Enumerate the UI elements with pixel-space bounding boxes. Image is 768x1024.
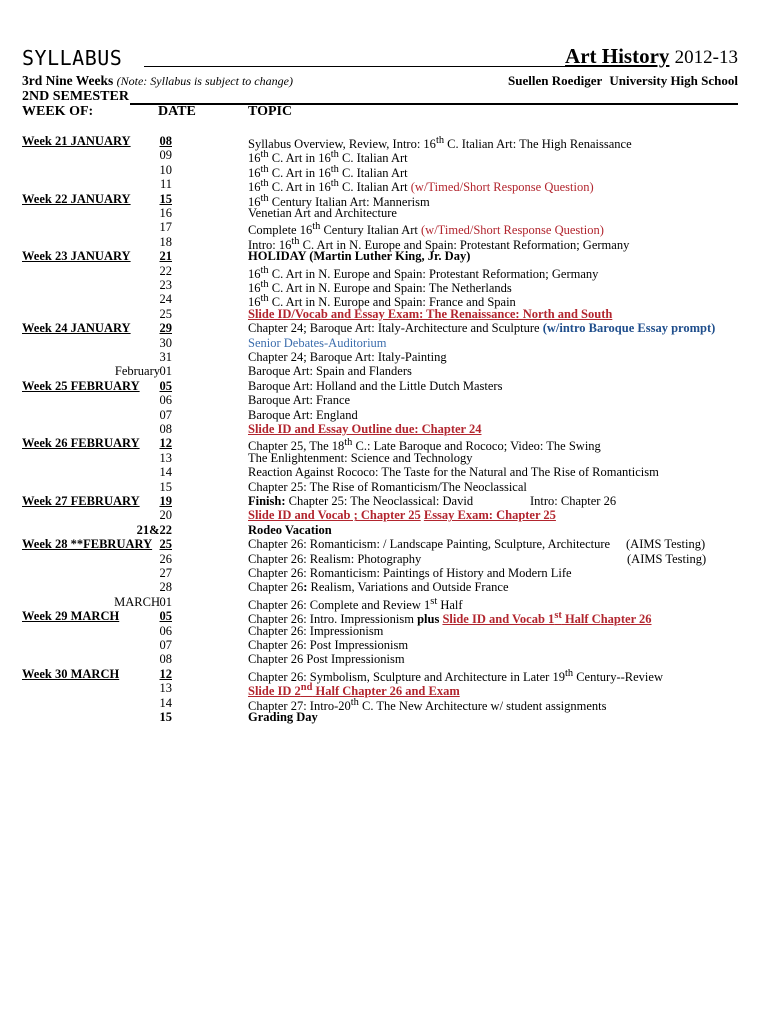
exam-topic: Slide ID/Vocab and Essay Exam: The Renaissance: North and South — [248, 306, 613, 321]
schedule-row — [22, 594, 738, 612]
date-cell: 08 — [159, 652, 172, 667]
column-week-header: WEEK OF: — [22, 104, 94, 119]
topic-text: Chapter 26: Symbolism, Sculpture and Architecture in Later 19 — [248, 669, 565, 684]
week-label: Week 27 FEBRUARY — [22, 494, 140, 508]
schedule-row — [22, 580, 738, 594]
response-question-note: (w/Timed/Short Response Question) — [421, 223, 604, 238]
ordinal-suffix: th — [330, 163, 339, 175]
date-cell: 07 — [159, 407, 172, 422]
topic-text: C. Art in N. Europe and Spain: Protestant Reformation; Germany — [299, 237, 630, 252]
schedule-row — [22, 278, 738, 296]
week-label: Week 21 JANUARY — [22, 134, 131, 148]
aims-testing-note: (AIMS Testing) — [626, 537, 706, 552]
topic-text: Chapter 25, The 18 — [248, 439, 345, 454]
week-label: Week 22 JANUARY — [22, 191, 131, 206]
semester-underline — [130, 103, 738, 105]
ordinal-suffix: th — [350, 696, 359, 708]
date-cell: 05 — [159, 378, 172, 393]
topic-text: plus — [417, 612, 440, 627]
topic-text: C. Art in 16 — [268, 151, 331, 166]
topic-cell: HOLIDAY (Martin Luther King, Jr. Day) — [248, 249, 471, 264]
date-cell: 28 — [159, 580, 172, 595]
schedule-row — [22, 436, 738, 454]
date-cell: 29 — [159, 321, 172, 336]
date-cell: 20 — [159, 508, 172, 523]
topic-cell: Baroque Art: France — [248, 393, 351, 408]
week-label: Week 28 **FEBRUARY — [22, 537, 153, 552]
topic-cell: Chapter 26 Post Impressionism — [248, 652, 405, 667]
schedule-row — [22, 710, 738, 724]
ordinal-suffix: th — [260, 264, 269, 276]
topic-cell: Baroque Art: Spain and Flanders — [248, 364, 412, 379]
ordinal-suffix: th — [260, 163, 269, 175]
topic-intro-text: Intro: Chapter 26 — [530, 494, 617, 508]
ordinal-suffix: st — [430, 595, 438, 607]
date-cell: 13 — [159, 450, 172, 465]
topic-cell: The Enlightenment: Science and Technology — [248, 450, 473, 465]
schedule-row — [22, 234, 738, 252]
date-cell: 14 — [159, 465, 172, 480]
date-cell: 13 — [159, 681, 172, 696]
topic-text: C. Italian Art: The High Renaissance — [444, 137, 632, 152]
topic-text: Intro: 16 — [248, 237, 292, 252]
topic-text: Half — [437, 597, 463, 612]
schedule-row — [22, 249, 738, 263]
title-underline — [144, 66, 570, 67]
date-cell: 24 — [159, 292, 172, 307]
schedule-row — [22, 609, 738, 627]
topic-cell: Chapter 26: Romanticism: Paintings of History and Modern Life — [248, 566, 572, 580]
schedule-row — [22, 494, 738, 508]
schedule-row — [22, 480, 738, 494]
topic-text: Chapter 26 — [248, 580, 304, 595]
schedule-row — [22, 566, 738, 580]
month-label: MARCH — [114, 594, 160, 609]
topic-text: 16 — [248, 180, 261, 195]
schedule-row — [22, 408, 738, 422]
date-cell: 06 — [159, 623, 172, 638]
date-cell: 10 — [159, 162, 172, 177]
ordinal-suffix: th — [330, 149, 339, 161]
topic-text: Chapter 24; Baroque Art: Italy-Architecture and Sculpture — [248, 321, 543, 336]
column-date-header: DATE — [158, 104, 196, 119]
date-cell: 11 — [159, 177, 172, 192]
syllabus-heading: SYLLABUS — [22, 46, 123, 70]
column-topic-header: TOPIC — [248, 104, 293, 119]
week-label: Week 29 MARCH — [22, 609, 120, 624]
topic-cell: Venetian Art and Architecture — [248, 206, 397, 220]
topic-text: Chapter 26: Intro. Impressionism — [248, 612, 418, 627]
topic-cell: Chapter 26: Realism: Photography — [248, 551, 422, 566]
date-cell: 07 — [159, 638, 172, 652]
date-cell: 16 — [159, 206, 172, 220]
date-cell: 06 — [159, 393, 172, 408]
topic-cell — [248, 321, 715, 335]
topic-text: Complete 16 — [248, 223, 313, 238]
topic-text: : — [303, 580, 308, 595]
school-name: University High School — [609, 73, 738, 88]
schedule-row — [22, 148, 738, 166]
ordinal-suffix: th — [260, 149, 269, 161]
topic-text: 16 — [248, 194, 261, 209]
ordinal-suffix: st — [554, 610, 562, 622]
ordinal-suffix: th — [260, 178, 269, 190]
schedule-row — [22, 191, 738, 209]
ordinal-suffix: th — [312, 221, 321, 233]
change-note: (Note: Syllabus is subject to change) — [116, 74, 293, 88]
schedule-row — [22, 134, 738, 152]
schedule-row — [22, 379, 738, 393]
date-cell: 17 — [159, 220, 172, 235]
school-year: 2012-13 — [674, 47, 738, 68]
date-cell: 18 — [159, 234, 172, 249]
topic-cell: Chapter 25: The Rise of Romanticism/The Neoclassical — [248, 479, 527, 494]
topic-text: 16 — [248, 281, 261, 296]
topic-cell: Chapter 26: Impressionism — [248, 623, 384, 638]
date-cell: 01 — [159, 364, 172, 379]
ordinal-suffix: th — [344, 437, 353, 449]
schedule-row — [22, 508, 738, 522]
topic-text: Half Chapter 26 — [561, 612, 652, 627]
topic-text: Half Chapter 26 and Exam — [312, 684, 460, 699]
schedule-row — [22, 638, 738, 652]
topic-cell — [248, 580, 509, 594]
date-cell: 19 — [159, 494, 172, 508]
date-cell: 15 — [159, 191, 172, 206]
topic-cell — [248, 494, 473, 508]
date-cell: 27 — [159, 566, 172, 580]
response-question-note: (w/Timed/Short Response Question) — [410, 180, 594, 195]
schedule-row — [22, 552, 738, 566]
term-text: 3rd Nine Weeks — [22, 73, 114, 88]
topic-text: C. Italian Art — [338, 151, 408, 166]
topic-text: Chapter 25: The Neoclassical: David — [285, 494, 474, 508]
schedule-row — [22, 177, 738, 195]
schedule-row — [22, 537, 738, 551]
ordinal-suffix: th — [291, 235, 300, 247]
date-cell: 31 — [159, 350, 172, 364]
topic-text: C. Italian Art — [338, 180, 411, 195]
essay-prompt-note: (w/intro Baroque Essay prompt) — [542, 321, 716, 336]
finish-label: Finish: — [248, 494, 286, 508]
topic-text: C. Art in 16 — [268, 180, 331, 195]
ordinal-suffix: th — [435, 135, 445, 146]
topic-text: Century--Review — [573, 669, 663, 684]
subheader — [22, 73, 738, 89]
date-cell: 25 — [159, 537, 172, 552]
schedule-row — [22, 336, 738, 350]
topic-cell: Chapter 26: Romanticism: / Landscape Painting, Sculpture, Architecture — [248, 537, 611, 552]
topic-cell: Chapter 24; Baroque Art: Italy-Painting — [248, 350, 447, 364]
date-cell: 12 — [159, 666, 172, 681]
topic-text: Century Italian Art: Mannerism — [268, 194, 430, 209]
date-cell: 22 — [159, 263, 172, 278]
topic-text: C. Art in 16 — [268, 165, 331, 180]
course-name: Art History — [565, 44, 670, 68]
topic-text: Realism, Variations and Outside France — [307, 580, 509, 595]
date-cell: 21 — [159, 249, 172, 264]
schedule-row — [22, 263, 738, 281]
topic-text: Century Italian Art — [320, 223, 422, 238]
exam-topic: Slide ID and Essay Outline due: Chapter 24 — [248, 422, 482, 436]
topic-text: Syllabus Overview, Review, Intro: 16 — [248, 137, 436, 152]
date-cell: 26 — [159, 551, 172, 566]
schedule-row — [22, 162, 738, 180]
ordinal-suffix: th — [564, 667, 574, 679]
topic-text: Chapter 26: Complete and Review 1 — [248, 597, 431, 612]
topic-text: Slide ID and Vocab 1 — [442, 612, 555, 627]
topic-text: 16 — [248, 151, 261, 166]
week-label: Week 30 MARCH — [22, 666, 120, 681]
topic-cell: Rodeo Vacation — [248, 522, 332, 537]
schedule-row — [22, 321, 738, 335]
schedule-row — [22, 422, 738, 436]
schedule-row — [22, 681, 738, 699]
date-cell: 15 — [159, 710, 172, 724]
date-cell: 25 — [159, 306, 172, 321]
topic-cell — [248, 508, 556, 522]
schedule-row — [22, 220, 738, 238]
ordinal-suffix: th — [260, 192, 269, 204]
schedule-row — [22, 465, 738, 479]
topic-cell: Chapter 26: Post Impressionism — [248, 638, 409, 652]
topic-text: C. Italian Art — [338, 165, 408, 180]
slide-id-exam: Slide ID and Vocab ; Chapter 25 — [248, 508, 421, 523]
teacher-name: Suellen Roediger — [508, 73, 603, 88]
schedule-row — [22, 624, 738, 638]
topic-text: 16 — [248, 266, 261, 281]
topic-cell: Baroque Art: England — [248, 407, 358, 422]
schedule-row — [22, 666, 738, 684]
schedule-row — [22, 523, 738, 537]
date-cell: 14 — [159, 695, 172, 710]
week-label: Week 26 FEBRUARY — [22, 436, 140, 451]
date-cell: 09 — [159, 148, 172, 163]
topic-text: Slide ID 2 — [248, 684, 301, 699]
ordinal-suffix: th — [260, 279, 269, 290]
schedule-row — [22, 206, 738, 220]
course-title — [565, 44, 738, 69]
date-cell: 05 — [159, 609, 172, 624]
ordinal-suffix: th — [330, 178, 339, 190]
topic-text: 16 — [248, 165, 261, 180]
topic-text: C. Art in N. Europe and Spain: France and Spain — [268, 295, 516, 310]
topic-cell: Baroque Art: Holland and the Little Dutch Masters — [248, 378, 503, 393]
date-cell: 30 — [159, 335, 172, 350]
schedule-row — [22, 350, 738, 364]
semester-label: 2ND SEMESTER — [22, 89, 129, 104]
week-label: Week 25 FEBRUARY — [22, 378, 140, 393]
week-label: Week 23 JANUARY — [22, 249, 131, 264]
ordinal-suffix: th — [260, 293, 269, 305]
aims-testing-note: (AIMS Testing) — [627, 551, 707, 566]
schedule-row — [22, 364, 738, 378]
week-label: Week 24 JANUARY — [22, 321, 131, 336]
date-cell: 08 — [159, 134, 172, 148]
date-cell: 23 — [159, 278, 172, 292]
topic-text: C. Art in N. Europe and Spain: Protestant Reformation; Germany — [268, 266, 599, 281]
topic-text: C. Art in N. Europe and Spain: The Netherlands — [268, 281, 512, 296]
ordinal-suffix: nd — [300, 682, 313, 694]
date-cell: 21&22 — [136, 522, 172, 537]
topic-text: C.: Late Baroque and Rococo; Video: The Swing — [352, 439, 601, 454]
debates-link[interactable]: Senior Debates-Auditorium — [248, 335, 387, 350]
topic-cell: Grading Day — [248, 710, 318, 724]
topic-cell: Reaction Against Rococo: The Taste for the Natural and The Rise of Romanticism — [248, 465, 659, 480]
essay-exam: Essay Exam: Chapter 25 — [423, 508, 556, 523]
schedule-row — [22, 695, 738, 713]
schedule-row — [22, 652, 738, 666]
schedule-row — [22, 292, 738, 310]
topic-text: C. The New Architecture w/ student assignments — [358, 698, 607, 713]
title-bar — [22, 44, 738, 70]
schedule-row — [22, 451, 738, 465]
topic-text: Chapter 27: Intro-20 — [248, 698, 351, 713]
term-label — [22, 73, 293, 89]
schedule-row — [22, 307, 738, 321]
month-label: February — [114, 364, 160, 379]
topic-text: 16 — [248, 295, 261, 310]
date-cell: 12 — [159, 436, 172, 451]
date-cell: 08 — [159, 422, 172, 436]
date-cell: 01 — [159, 594, 172, 609]
schedule-row — [22, 393, 738, 407]
date-cell: 15 — [159, 479, 172, 494]
